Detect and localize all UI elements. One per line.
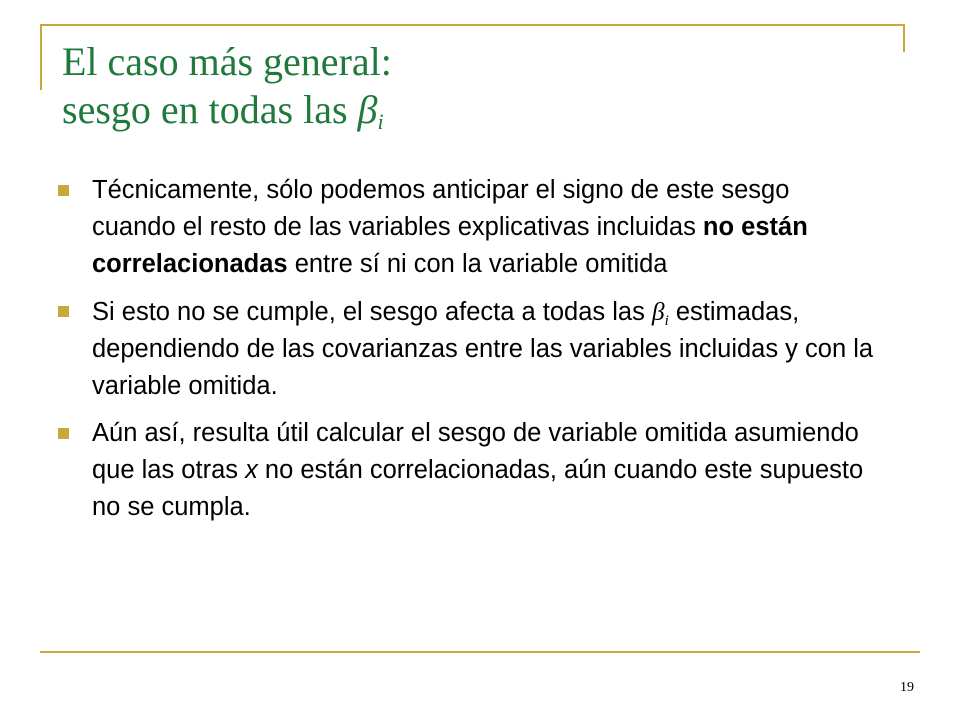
title-beta-symbol: β	[357, 87, 378, 132]
bullet-text: estimadas, dependiendo de las covarianzas entre las variables incluidas y con la variable omitida.	[92, 298, 874, 400]
bullet-text: no están correlacionadas, aún cuando este supuesto no se cumpla.	[92, 456, 864, 521]
frame-top-line	[40, 24, 904, 26]
beta-letter: β	[651, 297, 665, 326]
bullet-square-icon	[58, 185, 69, 196]
title-beta-subscript: i	[377, 109, 384, 134]
bullet-list	[58, 172, 878, 536]
bullet-text: Técnicamente, sólo podemos anticipar el signo de este sesgo cuando el resto de las variables explicativas incluidas	[92, 176, 790, 241]
bullet-square-icon	[58, 428, 69, 439]
bullet-text: Aún así, resulta útil calcular el sesgo de variable omitida asumiendo que las otras	[92, 419, 859, 484]
bullet-square-icon	[58, 306, 69, 317]
title-line-1: El caso más general:	[62, 39, 392, 84]
frame-right-line	[903, 24, 905, 52]
bullet-italic-text: x	[245, 456, 258, 484]
beta-symbol	[651, 297, 669, 329]
bullet-text: Si esto no se cumple, el sesgo afecta a todas las	[92, 298, 652, 326]
page-number: 19	[900, 680, 914, 695]
bullet-item	[58, 293, 878, 405]
beta-subscript: i	[664, 313, 669, 329]
slide-title	[62, 38, 882, 134]
bullet-bold-text: no están correlacionadas	[92, 213, 808, 278]
title-line-2: sesgo en todas las	[62, 87, 358, 132]
frame-bottom-line	[40, 651, 920, 653]
bullet-item	[58, 415, 878, 526]
bullet-text: entre sí ni con la variable omitida	[287, 250, 668, 278]
frame-left-line	[40, 24, 42, 90]
bullet-item	[58, 172, 878, 283]
